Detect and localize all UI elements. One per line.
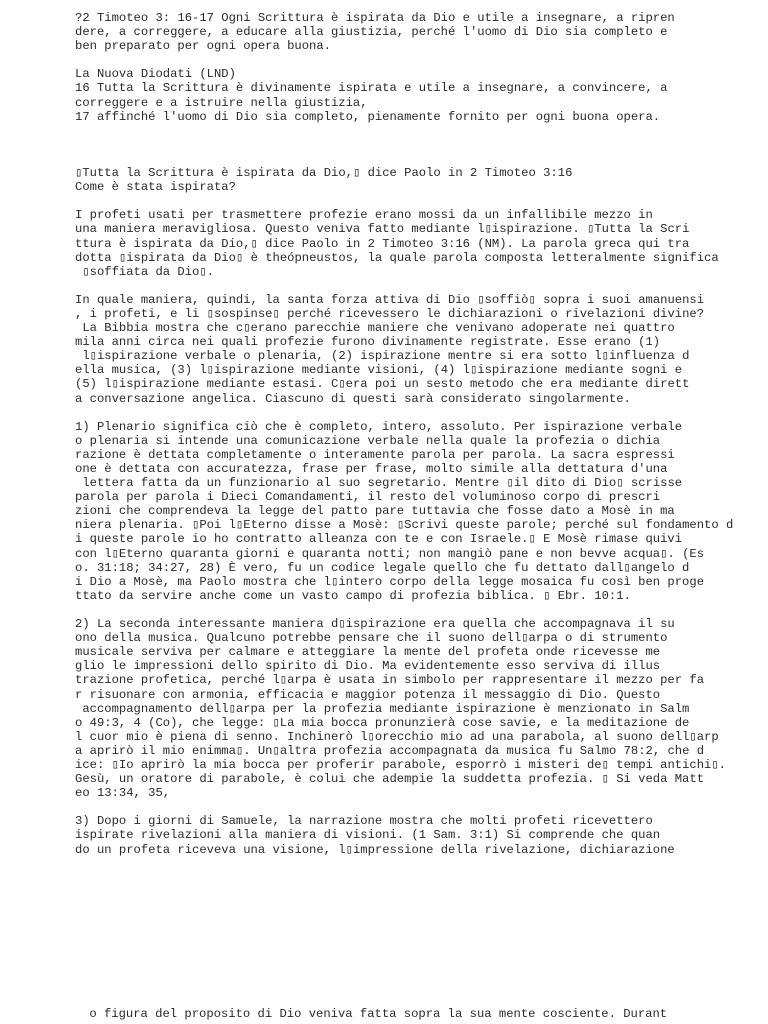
- text-line: 3) Dopo i giorni di Samuele, la narrazione mostra che molti profeti ricevettero: [75, 814, 653, 829]
- text-line: ▯Tutta la Scrittura è ispirata da Dio,▯ dice Paolo in 2 Timoteo 3:16: [75, 166, 573, 181]
- text-line: Gesù, un oratore di parabole, è colui che adempie la suddetta profezia. ▯ Si veda Matt: [75, 772, 705, 787]
- text-line: lettera fatta da un funzionario al suo segretario. Mentre ▯il dito di Dio▯ scrisse: [75, 476, 683, 491]
- blank-line: [75, 138, 765, 152]
- text-line: ttato da servire anche come un vasto campo di profezia biblica. ▯ Ebr. 10:1.: [75, 588, 631, 603]
- text-line: con l▯Eterno quaranta giorni e quaranta notti; non mangiò pane e non bevve acqua▯. (Es: [75, 546, 705, 561]
- text-line: ice: ▯Io aprirò la mia bocca per proferir parabole, esporrò i misteri de▯ tempi antichi▯.: [75, 757, 726, 772]
- text-line: ttura è ispirata da Dio,▯ dice Paolo in 2 Timoteo 3:16 (NM). La parola greca qui tra: [75, 236, 690, 251]
- text-line: o 49:3, 4 (Co), che legge: ▯La mia bocca pronunzierà cose savie, e la meditazione de: [75, 715, 690, 730]
- text-line: musicale serviva per calmare e atteggiare la mente del profeta onde ricevesse me: [75, 645, 661, 660]
- text-line: do un profeta riceveva una visione, l▯impressione della rivelazione, dichiarazione: [75, 842, 675, 857]
- text-line: ▯soffiata da Dio▯.: [75, 264, 215, 279]
- text-line: ?2 Timoteo 3: 16-17 Ogni Scrittura è ispirata da Dio e utile a insegnare, a ripren: [75, 11, 675, 25]
- text-line: accompagnamento dell▯arpa per la profezia mediante ispirazione è menzionato in Salm: [75, 701, 690, 716]
- text-line: una maniera meravigliosa. Questo veniva fatto mediante l▯ispirazione. ▯Tutta la Scri: [75, 222, 690, 237]
- text-line: a aprirò il mio enimma▯. Un▯altra profezia accompagnata da musica fu Salmo 78:2, che d: [75, 743, 705, 758]
- text-line: dere, a correggere, a educare alla giustizia, perché l'uomo di Dio sia completo e: [75, 25, 668, 40]
- text-line: 16 Tutta la Scrittura è divinamente ispirata e utile a insegnare, a convincere, a: [75, 81, 668, 96]
- text-line: i queste parole io ho contratto alleanza con te e con Israele.▯ E Mosè rimase quivi: [75, 532, 683, 547]
- text-line: parola per parola i Dieci Comandamenti, il resto del voluminoso corpo di prescri: [75, 490, 661, 505]
- text-line: I profeti usati per trasmettere profezie erano mossi da un infallibile mezzo in: [75, 208, 653, 223]
- text-line: eo 13:34, 35,: [75, 786, 171, 801]
- text-line: ben preparato per ogni opera buona.: [75, 39, 331, 54]
- text-line: 2) La seconda interessante maniera d▯ispirazione era quella che accompagnava il su: [75, 617, 675, 632]
- text-line: i Dio a Mosè, ma Paolo mostra che l▯intero corpo della legge mosaica fu così ben proge: [75, 574, 705, 589]
- text-line: ono della musica. Qualcuno potrebbe pensare che il suono dell▯arpa o di strumento: [75, 631, 668, 646]
- blank-line: [75, 152, 765, 166]
- text-line: Come è stata ispirata?: [75, 180, 236, 195]
- blank-line: [75, 124, 765, 138]
- text-line: , i profeti, e li ▯sospinse▯ perché ricevessero le dichiarazioni o rivelazioni divine?: [75, 306, 705, 321]
- text-line: r risuonare con armonia, efficacia e maggior potenza il messaggio di Dio. Questo: [75, 687, 661, 702]
- blank-line: [75, 53, 765, 67]
- text-line: 1) Plenario significa ciò che è completo, intero, assoluto. Per ispirazione verbale: [75, 419, 683, 434]
- document-text: [75, 11, 765, 857]
- blank-line: [75, 194, 765, 208]
- text-line: 17 affinché l'uomo di Dio sia completo, pienamente fornito per ogni buona opera.: [75, 109, 661, 124]
- blank-line: [75, 800, 765, 814]
- text-line: La Bibbia mostra che c▯erano parecchie maniere che venivano adoperate nei quattro: [75, 321, 675, 336]
- blank-line: [75, 603, 765, 617]
- continued-line: o figura del proposito di Dio veniva fatta sopra la sua mente cosciente. Durant: [82, 1007, 668, 1021]
- text-line: ella musica, (3) l▯ispirazione mediante visioni, (4) l▯ispirazione mediante sogni e: [75, 363, 683, 378]
- text-line: mila anni circa nei quali profezie furono divinamente registrate. Esse erano (1): [75, 335, 661, 350]
- text-line: o. 31:18; 34:27, 28) È vero, fu un codice legale quello che fu dettato dall▯angelo d: [75, 560, 690, 575]
- text-line: La Nuova Diodati (LND): [75, 67, 236, 82]
- text-line: o plenaria si intende una comunicazione verbale nella quale la profezia o dichia: [75, 433, 661, 448]
- text-line: one è dettata con accuratezza, frase per frase, molto simile alla dettatura d'una: [75, 462, 668, 476]
- text-line: razione è dettata completamente o interamente parola per parola. La sacra espressi: [75, 447, 675, 462]
- text-line: glio le impressioni dello spirito di Dio. Ma evidentemente esso serviva di illus: [75, 659, 661, 674]
- blank-line: [75, 406, 765, 420]
- blank-line: [75, 279, 765, 293]
- text-line: a conversazione angelica. Ciascuno di questi sarà considerato singolarmente.: [75, 391, 631, 406]
- text-line: zioni che comprendeva la legge del patto pare tuttavia che fosse dato a Mosè in ma: [75, 504, 675, 519]
- text-line: l▯ispirazione verbale o plenaria, (2) ispirazione mentre si era sotto l▯influenza d: [75, 349, 690, 364]
- text-line: In quale maniera, quindi, la santa forza attiva di Dio ▯soffiò▯ sopra i suoi amanuensi: [75, 292, 705, 307]
- text-line: dotta ▯ispirata da Dio▯ è theópneustos, la quale parola composta letteralmente significa: [75, 250, 719, 265]
- text-line: correggere e a istruire nella giustizia,: [75, 95, 368, 110]
- text-line: l cuor mio è piena di senno. Inchinerò l▯orecchio mio ad una parabola, al suono dell▯arp: [75, 729, 719, 744]
- text-line: ispirate rivelazioni alla maniera di visioni. (1 Sam. 3:1) Si comprende che quan: [75, 828, 661, 843]
- text-line: trazione profetica, perché l▯arpa è usata in simbolo per rappresentare il mezzo per fa: [75, 673, 705, 688]
- text-line: (5) l▯ispirazione mediante estasi. C▯era poi un sesto metodo che era mediante dirett: [75, 377, 690, 392]
- text-line: niera plenaria. ▯Poi l▯Eterno disse a Mosè: ▯Scrivi queste parole; perché sul fondamento d: [75, 518, 734, 533]
